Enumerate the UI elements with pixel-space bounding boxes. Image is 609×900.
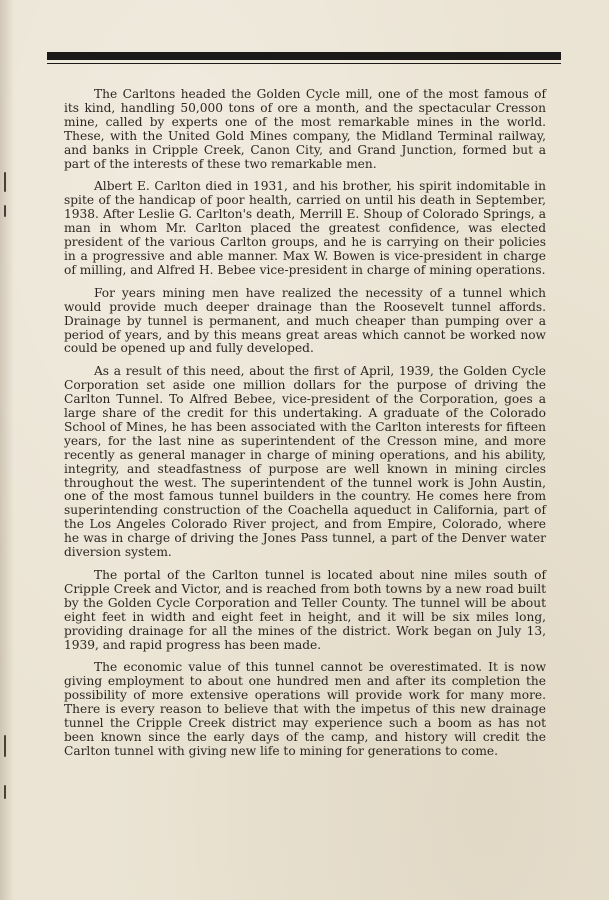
body-text [64, 88, 546, 768]
paragraph: The portal of the Carlton tunnel is located about nine miles south of Cripple Creek and Victor, and is reached from both towns by a new road built by the Golden Cycle Corporation and Teller County. The tunnel will be about eight feet in width and eight feet in height, and it will be six miles long, providing drainage for all the mines of the district. Work began on July 13, 1939, and rapid progress has been made. [64, 568, 546, 652]
page-binding-shadow [0, 0, 14, 900]
paragraph: The Carltons headed the Golden Cycle mill, one of the most famous of its kind, handling 50,000 tons of ore a month, and the spectacular Cresson mine, called by experts one of the most remarkable mines in the world. These, with the United Gold Mines company, the Midland Terminal railway, and banks in Cripple Creek, Canon City, and Grand Junction, formed but a part of the interests of these two remarkable men. [64, 87, 546, 171]
paragraph: The economic value of this tunnel cannot be overestimated. It is now giving employment to about one hundred men and after its completion the possibility of more extensive operations will provide work for many more. There is every reason to believe that with the impetus of this new drainage tunnel the Cripple Creek district may experience such a boom as has not been known since the early days of the camp, and history will credit the Carlton tunnel with giving new life to mining for generations to come. [64, 660, 546, 758]
header-rule-thin [47, 63, 561, 64]
binding-mark [4, 205, 6, 217]
paragraph: Albert E. Carlton died in 1931, and his brother, his spirit indomitable in spite of the handicap of poor health, carried on until his death in September, 1938. After Leslie G. Carlton's death, Merrill E. Shoup of Colorado Springs, a man in whom Mr. Carlton placed the greatest confidence, was elected president of the various Carlton groups, and he is carrying on their policies in a progressive and able manner. Max W. Bowen is vice-president in charge of milling, and Alfred H. Bebee vice-president in charge of mining operations. [64, 179, 546, 277]
binding-mark [4, 735, 6, 757]
binding-mark [4, 785, 6, 799]
paragraph: For years mining men have realized the necessity of a tunnel which would provide much deeper drainage than the Roosevelt tunnel affords. Drainage by tunnel is permanent, and much cheaper than pumping over a period of years, and by this means great areas which cannot be worked now could be opened up and fully developed. [64, 285, 546, 356]
header-rule-thick [47, 52, 561, 60]
binding-mark [4, 172, 6, 192]
paragraph: As a result of this need, about the first of April, 1939, the Golden Cycle Corporation set aside one million dollars for the purpose of driving the Carlton Tunnel. To Alfred Bebee, vice-president of the Corporation, goes a large share of the credit for this undertaking. A graduate of the Colorado School of Mines, he has been associated with the Carlton interests for fifteen years, for the last nine as superintendent of the Cresson mine, and more recently as general manager in charge of mining operations, and his ability, integrity, and steadfastness of purpose are well known in mining circles throughout the west. The superintendent of the tunnel work is John Austin, one of the most famous tunnel builders in the country. He comes here from superintending construction of the Coachella aqueduct in California, part of the Los Angeles Colorado River project, and from Empire, Colorado, where he was in charge of driving the Jones Pass tunnel, a part of the Denver water diversion system. [64, 364, 546, 560]
